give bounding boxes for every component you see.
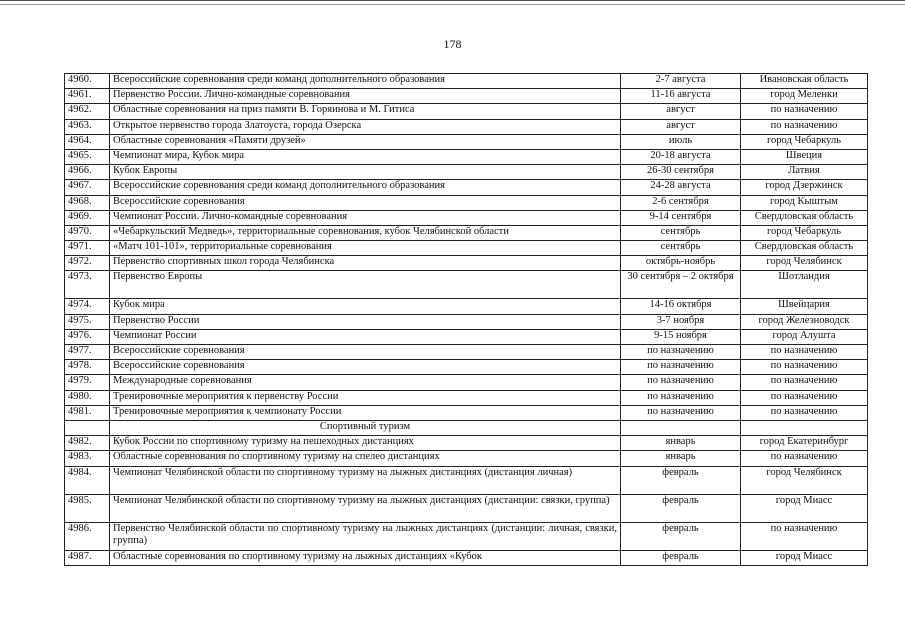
events-table xyxy=(64,73,868,566)
event-date: октябрь-ноябрь xyxy=(621,256,741,271)
row-number: 4976. xyxy=(65,329,110,344)
event-date: сентябрь xyxy=(621,225,741,240)
table-row xyxy=(65,329,868,344)
event-date: 3-7 ноября xyxy=(621,314,741,329)
event-place: по назначению xyxy=(741,119,868,134)
table-row xyxy=(65,314,868,329)
row-number: 4982. xyxy=(65,436,110,451)
event-date: февраль xyxy=(621,550,741,565)
row-number: 4981. xyxy=(65,405,110,420)
table-row xyxy=(65,271,868,299)
event-name: Первенство спортивных школ города Челябинска xyxy=(110,256,621,271)
event-name: Всероссийские соревнования среди команд дополнительного образования xyxy=(110,74,621,89)
event-date: 14-16 октября xyxy=(621,299,741,314)
event-date: по назначению xyxy=(621,360,741,375)
row-number: 4968. xyxy=(65,195,110,210)
table-row xyxy=(65,375,868,390)
event-date: февраль xyxy=(621,494,741,522)
event-place: Свердловская область xyxy=(741,241,868,256)
event-place: по назначению xyxy=(741,522,868,550)
table-row xyxy=(65,195,868,210)
event-date: август xyxy=(621,119,741,134)
row-number: 4969. xyxy=(65,210,110,225)
event-name: Всероссийские соревнования xyxy=(110,345,621,360)
event-place: по назначению xyxy=(741,451,868,466)
table-row xyxy=(65,256,868,271)
event-date: 20-18 августа xyxy=(621,149,741,164)
event-name: Всероссийские соревнования xyxy=(110,195,621,210)
event-date: февраль xyxy=(621,466,741,494)
event-place: по назначению xyxy=(741,375,868,390)
event-name: Чемпионат мира, Кубок мира xyxy=(110,149,621,164)
table-row xyxy=(65,119,868,134)
event-place: город Екатеринбург xyxy=(741,436,868,451)
event-name: Первенство России xyxy=(110,314,621,329)
table-row xyxy=(65,405,868,420)
event-name: Чемпионат Челябинской области по спортивному туризму на лыжных дистанциях (дистанция личная) xyxy=(110,466,621,494)
row-number: 4966. xyxy=(65,165,110,180)
table-row xyxy=(65,466,868,494)
event-date: 30 сентября – 2 октября xyxy=(621,271,741,299)
event-place: город Миасс xyxy=(741,494,868,522)
table-row xyxy=(65,165,868,180)
event-name: Областные соревнования «Памяти друзей» xyxy=(110,134,621,149)
event-date: 2-7 августа xyxy=(621,74,741,89)
event-place: город Чебаркуль xyxy=(741,225,868,240)
table-row xyxy=(65,299,868,314)
event-date: февраль xyxy=(621,522,741,550)
event-name: Тренировочные мероприятия к первенству России xyxy=(110,390,621,405)
table-row xyxy=(65,522,868,550)
event-date: 9-15 ноября xyxy=(621,329,741,344)
page-number: 178 xyxy=(443,37,462,51)
row-number: 4971. xyxy=(65,241,110,256)
event-date: январь xyxy=(621,436,741,451)
row-number: 4973. xyxy=(65,271,110,299)
event-date: по назначению xyxy=(621,390,741,405)
event-date: 24-28 августа xyxy=(621,180,741,195)
table-row xyxy=(65,74,868,89)
event-place: по назначению xyxy=(741,390,868,405)
row-number: 4963. xyxy=(65,119,110,134)
event-name: Тренировочные мероприятия к чемпионату России xyxy=(110,405,621,420)
row-number: 4972. xyxy=(65,256,110,271)
event-name: Кубок мира xyxy=(110,299,621,314)
row-number: 4978. xyxy=(65,360,110,375)
event-place: Швейцария xyxy=(741,299,868,314)
event-date: январь xyxy=(621,451,741,466)
table-row xyxy=(65,134,868,149)
row-number: 4961. xyxy=(65,89,110,104)
event-name: Областные соревнования по спортивному туризму на спелео дистанциях xyxy=(110,451,621,466)
event-place: Латвия xyxy=(741,165,868,180)
event-place: город Чебаркуль xyxy=(741,134,868,149)
table-row xyxy=(65,451,868,466)
event-place: город Миасс xyxy=(741,550,868,565)
row-number: 4967. xyxy=(65,180,110,195)
row-number: 4974. xyxy=(65,299,110,314)
event-place: город Челябинск xyxy=(741,466,868,494)
row-number: 4977. xyxy=(65,345,110,360)
event-date: по назначению xyxy=(621,345,741,360)
event-place: Свердловская область xyxy=(741,210,868,225)
event-place: Швеция xyxy=(741,149,868,164)
event-date: август xyxy=(621,104,741,119)
event-place: город Дзержинск xyxy=(741,180,868,195)
event-place: по назначению xyxy=(741,104,868,119)
event-place: город Челябинск xyxy=(741,256,868,271)
event-name: Кубок России по спортивному туризму на пешеходных дистанциях xyxy=(110,436,621,451)
row-number: 4965. xyxy=(65,149,110,164)
top-rule xyxy=(0,0,905,5)
event-name: Всероссийские соревнования xyxy=(110,360,621,375)
row-number xyxy=(65,420,110,435)
event-name: Чемпионат Челябинской области по спортивному туризму на лыжных дистанциях (дистанции: связки, группа) xyxy=(110,494,621,522)
event-place xyxy=(741,420,868,435)
event-place: Ивановская область xyxy=(741,74,868,89)
event-date: 2-6 сентября xyxy=(621,195,741,210)
events-table-body xyxy=(65,74,868,566)
row-number: 4975. xyxy=(65,314,110,329)
event-date: 26-30 сентября xyxy=(621,165,741,180)
event-name: Первенство Европы xyxy=(110,271,621,299)
event-place: город Алушта xyxy=(741,329,868,344)
table-row xyxy=(65,241,868,256)
event-name: Областные соревнования по спортивному туризму на лыжных дистанциях «Кубок xyxy=(110,550,621,565)
event-name: «Матч 101-101», территориальные соревнования xyxy=(110,241,621,256)
table-row xyxy=(65,436,868,451)
row-number: 4983. xyxy=(65,451,110,466)
event-place: город Меленки xyxy=(741,89,868,104)
row-number: 4960. xyxy=(65,74,110,89)
table-row xyxy=(65,345,868,360)
event-name: Международные соревнования xyxy=(110,375,621,390)
row-number: 4979. xyxy=(65,375,110,390)
event-name: «Чебаркульский Медведь», территориальные соревнования, кубок Челябинской области xyxy=(110,225,621,240)
event-date xyxy=(621,420,741,435)
table-row xyxy=(65,550,868,565)
event-name: Чемпионат России xyxy=(110,329,621,344)
table-row xyxy=(65,390,868,405)
row-number: 4980. xyxy=(65,390,110,405)
event-place: по назначению xyxy=(741,405,868,420)
event-name: Всероссийские соревнования среди команд дополнительного образования xyxy=(110,180,621,195)
event-date: 11-16 августа xyxy=(621,89,741,104)
event-place: город Железноводск xyxy=(741,314,868,329)
event-name: Первенство России. Лично-командные соревнования xyxy=(110,89,621,104)
event-date: июль xyxy=(621,134,741,149)
table-row xyxy=(65,89,868,104)
table-row xyxy=(65,104,868,119)
row-number: 4987. xyxy=(65,550,110,565)
row-number: 4970. xyxy=(65,225,110,240)
event-name: Первенство Челябинской области по спортивному туризму на лыжных дистанциях (дистанции: личная, связки, группа) xyxy=(110,522,621,550)
table-row xyxy=(65,180,868,195)
row-number: 4964. xyxy=(65,134,110,149)
table-row xyxy=(65,149,868,164)
event-date: 9-14 сентября xyxy=(621,210,741,225)
section-title: Спортивный туризм xyxy=(110,420,621,435)
event-name: Чемпионат России. Лично-командные соревнования xyxy=(110,210,621,225)
row-number: 4984. xyxy=(65,466,110,494)
event-date: по назначению xyxy=(621,375,741,390)
row-number: 4962. xyxy=(65,104,110,119)
table-row xyxy=(65,225,868,240)
row-number: 4985. xyxy=(65,494,110,522)
row-number: 4986. xyxy=(65,522,110,550)
event-name: Областные соревнования на приз памяти В. Горяинова и М. Гитиса xyxy=(110,104,621,119)
table-row xyxy=(65,210,868,225)
event-place: город Кыштым xyxy=(741,195,868,210)
event-name: Кубок Европы xyxy=(110,165,621,180)
table-row xyxy=(65,360,868,375)
section-header-row xyxy=(65,420,868,435)
event-date: по назначению xyxy=(621,405,741,420)
event-date: сентябрь xyxy=(621,241,741,256)
event-name: Открытое первенство города Златоуста, города Озерска xyxy=(110,119,621,134)
event-place: по назначению xyxy=(741,360,868,375)
table-row xyxy=(65,494,868,522)
event-place: по назначению xyxy=(741,345,868,360)
event-place: Шотландия xyxy=(741,271,868,299)
